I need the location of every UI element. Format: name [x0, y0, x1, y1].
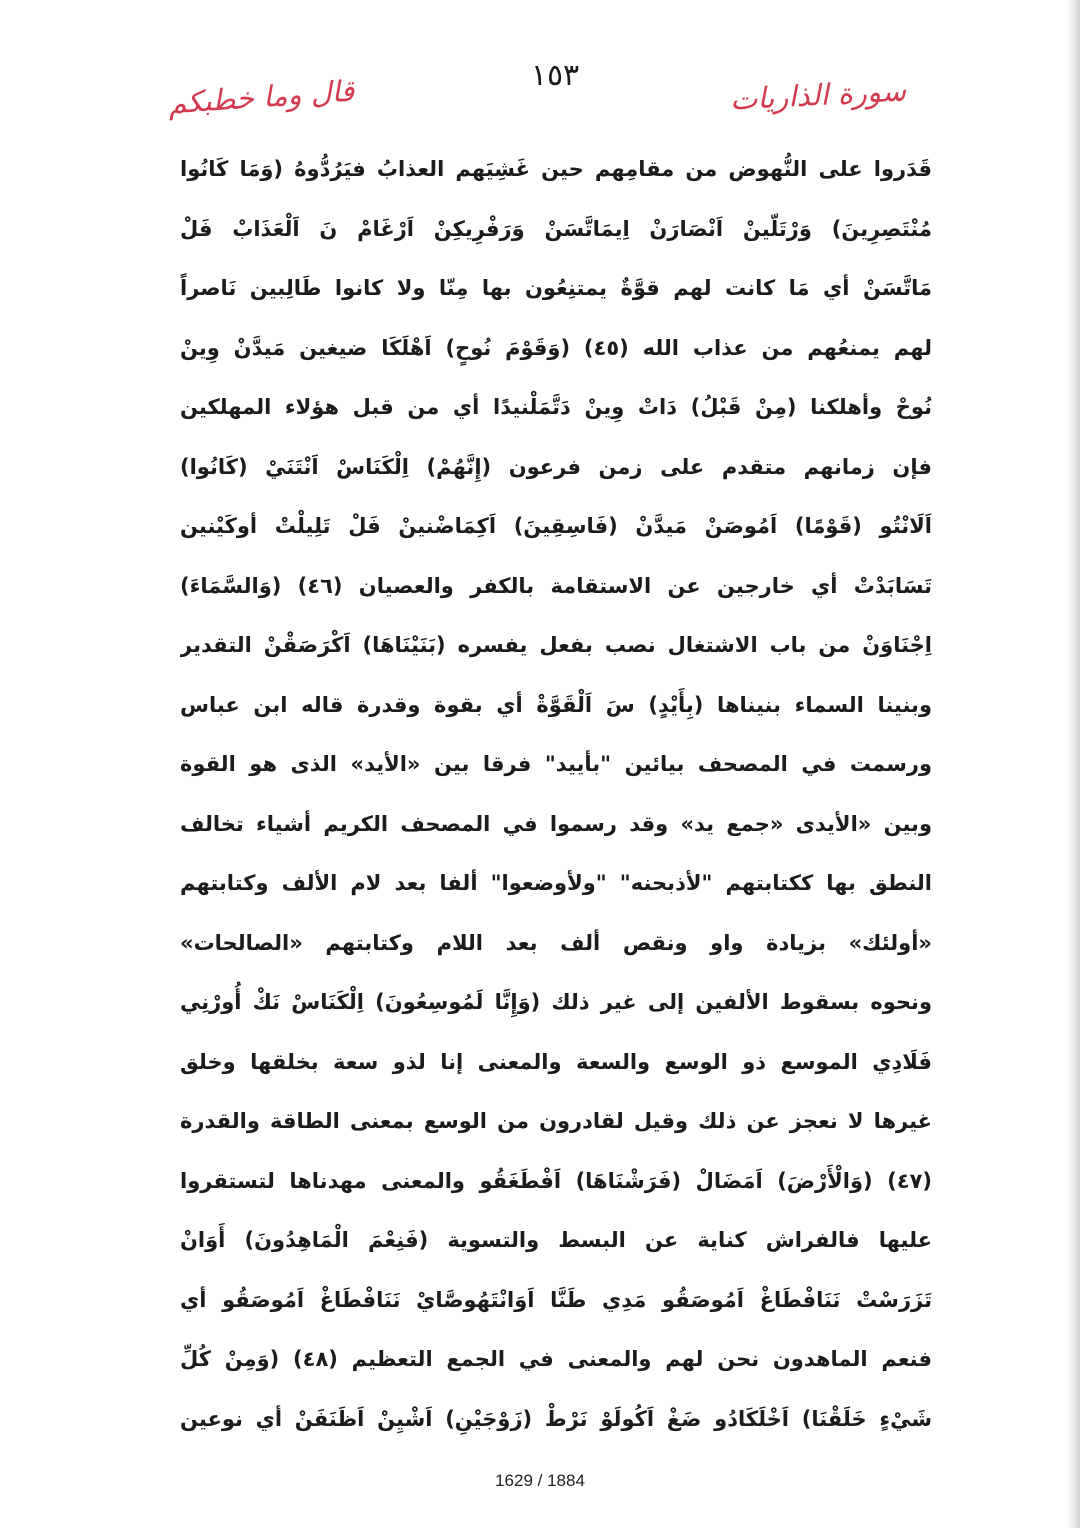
text-line: «أولئك» بزيادة واو ونقص ألف بعد اللام وكتابتهم «الصالحات» [180, 930, 932, 955]
text-line: النطق بها ككتابتهم "لأذبحنه" "ولأوضعوا" ألفا بعد لام الألف وكتابتهم [180, 871, 932, 895]
text-line: وبنينا السماء بنيناها (بِأَيْدٍ) سَ اَلْقَوَّةْ أي بقوة وقدرة قاله ابن عباس [180, 692, 932, 717]
body-text [180, 140, 932, 1449]
text-line: ونحوه بسقوط الألفين إلى غير ذلك (وَإِنَّا لَمُوسِعُونَ) اِلْكَنَاسْ نَكْ أُورْنِي [180, 990, 932, 1014]
handwritten-note-left: قال وما خطبكم [167, 73, 356, 121]
text-line: (٤٧) (وَالْأَرْضَ) اَمَضَالْ (فَرَشْنَاهَا) اَفْطَغَقُو والمعنى مهدناها لتستقروا [180, 1168, 932, 1193]
text-line: فَلَادِي الموسع ذو الوسع والسعة والمعنى إنا لذو سعة بخلقها وخلق [180, 1049, 932, 1074]
page-edge-shadow [1066, 0, 1080, 1528]
text-line: اِجْنَاوَنْ من باب الاشتغال نصب بفعل يفسره (بَنَيْنَاهَا) اَكْرَصَقْنْ التقدير [180, 633, 932, 657]
text-line: نُوحْ وأهلكنا (مِنْ قَبْلُ) دَاتْ وِينْ دَتَّمَلْنيدًا أي من قبل هؤلاء المهلكين [180, 395, 932, 419]
text-line: وبين «الأيدى «جمع يد» وقد رسموا في المصحف الكريم أشياء تخالف [180, 811, 932, 836]
text-line: فنعم الماهدون نحن لهم والمعنى في الجمع التعظيم (٤٨) (وَمِنْ كُلِّ [180, 1347, 932, 1371]
handwritten-note-right: سورة الذاريات [729, 73, 907, 117]
text-line: تَزَرَسْتْ نَنَافْطَاغْ اَمُوصَقُو مَدِي طَنَّا اَوَانْتَهُوصَّايْ نَنَافْطَاغْ اَمُوصَقُو أي [180, 1287, 932, 1312]
text-line: عليها فالفراش كناية عن البسط والتسوية (فَنِعْمَ الْمَاهِدُونَ) أَوَانْ [180, 1228, 932, 1252]
text-line: شَيْءٍ خَلَقْنَا) اَخْلَكَادُو ضَغْ اَكُولَوْ نَرْطْ (زَوْجَيْنِ) اَشْيِنْ اَظَنَفَنْ أي نوعين [180, 1406, 932, 1431]
page-number: ١٥٣ [530, 58, 580, 93]
text-line: لهم يمنعُهم من عذاب الله (٤٥) (وَقَوْمَ نُوحٍ) اَهْلَكَا ضيغين مَيدَّنْ وِينْ [180, 335, 932, 360]
text-line: اَلَانْتُو (قَوْمًا) اَمُوصَنْ مَيدَّنْ (فَاسِقِينَ) اَكِمَاضْنينْ فَلْ تَلِيلْتْ أوكَيْنين [180, 514, 932, 538]
text-line: فإن زمانهم متقدم على زمن فرعون (إِنَّهُمْ) اِلْكَنَاسْ اَنْتَنَيْ (كَانُوا) [180, 454, 932, 479]
pagination-indicator: 1629 / 1884 [495, 1471, 585, 1490]
text-line: غيرها لا نعجز عن ذلك وقيل لقادرون من الوسع بمعنى الطاقة والقدرة [180, 1109, 932, 1133]
text-line: قَدَروا على النُّهوض من مقامِهم حين غَشِيَهم العذابُ فيَرُدُّوهُ (وَمَا كَانُوا [180, 157, 932, 181]
text-line: تَسَابَدْتْ أي خارجين عن الاستقامة بالكفر والعصيان (٤٦) (وَالسَّمَاءَ) [180, 573, 932, 598]
text-line: ورسمت في المصحف بيائين "بأييد" فرقا بين «الأيد» الذى هو القوة [180, 752, 932, 776]
text-line: مُنْتَصِرِينَ) وَرْتَلّينْ اَنْصَارَنْ اِيمَاتَّسَنْ وَرَفْرِيكِنْ اَرْغَامْ نَ اَلْعَذَابْ فَلْ [180, 216, 932, 241]
text-line: مَاتَّسَنْ أي مَا كانت لهم قوَّةٌ يمتنِعُون بها مِنّا ولا كانوا طَالِبين نَاصراً [180, 276, 932, 300]
